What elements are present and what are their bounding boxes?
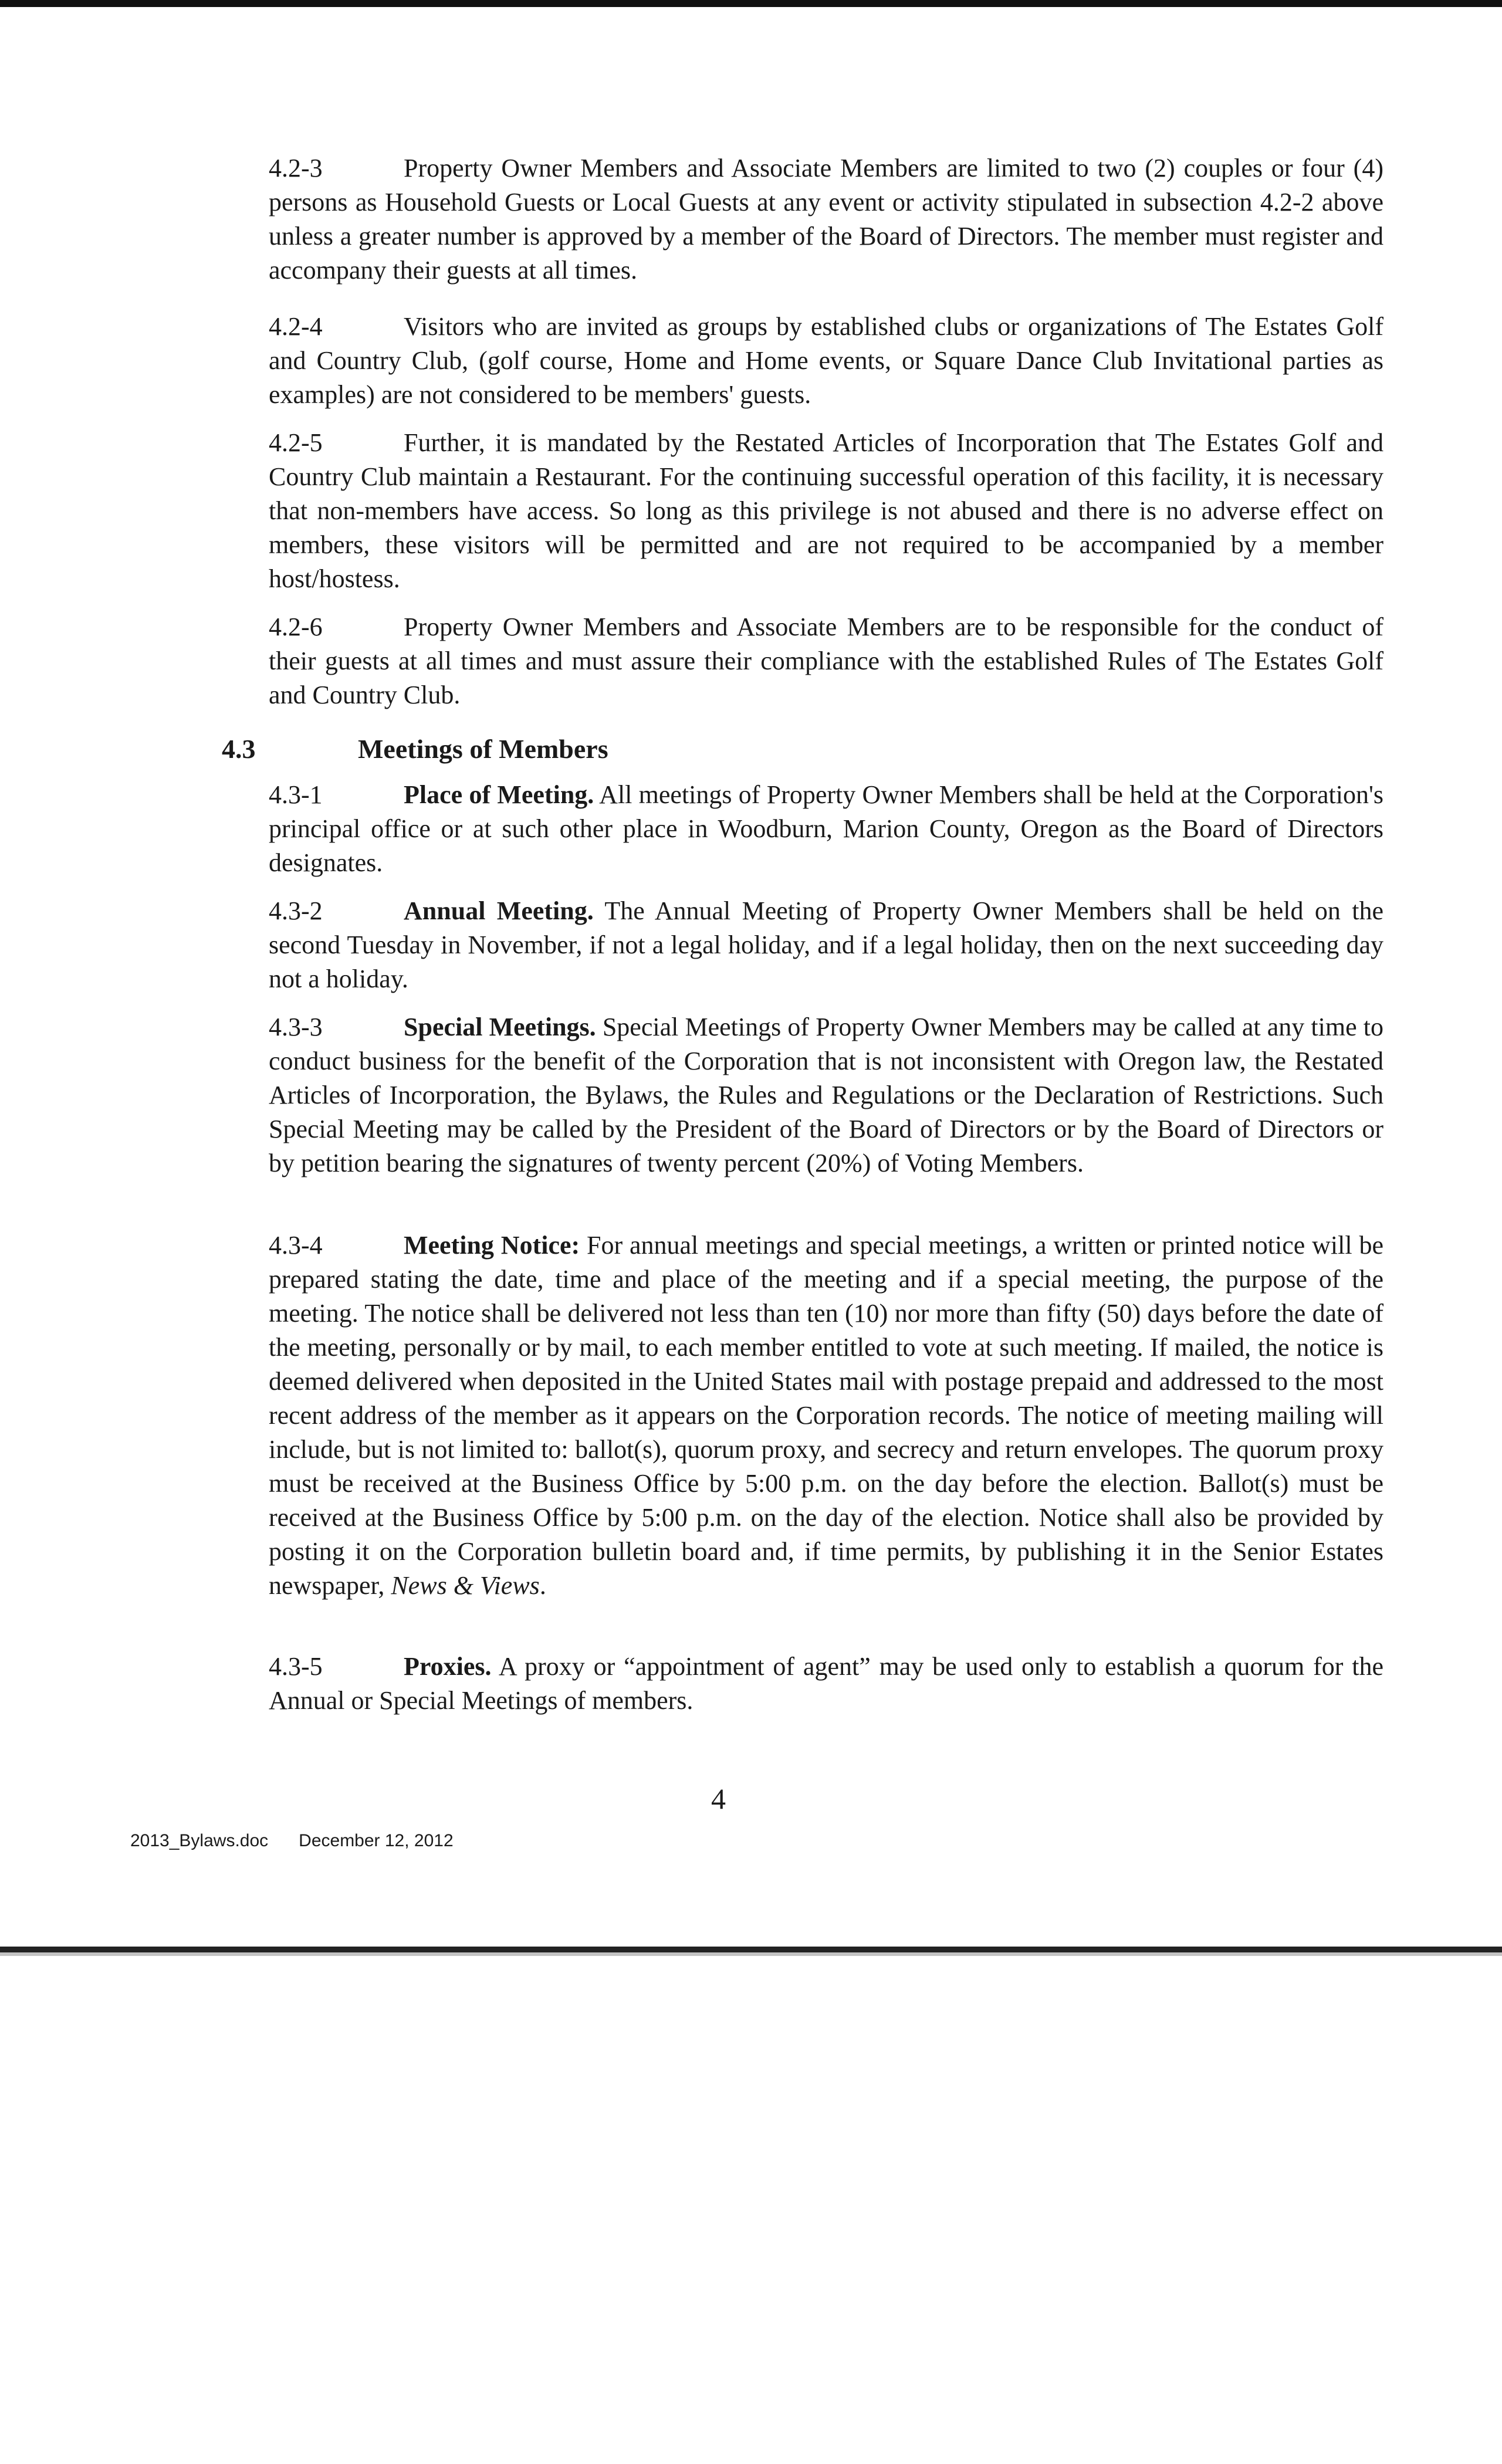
paragraph-text: Property Owner Members and Associate Members are limited to two (2) couples or four (4) persons as Household Guests or Local Guests at any event or activity stipulated in subsection 4.2-2 above unless a greater number is approved by a member of the Board of Directors. The member must register and accompany their guests at all times. <box>269 154 1383 285</box>
paragraph-text: Special Meetings of Property Owner Members may be called at any time to conduct business for the benefit of the Corporation that is not inconsistent with Oregon law, the Restated Articles of Incorporation, the Bylaws, the Rules and Regulations or the Declaration of Restrictions. Such Special Meeting may be called by the President of the Board of Directors or by the Board of Directors or by petition bearing the signatures of twenty percent (20%) of Voting Members. <box>269 1013 1384 1177</box>
paragraph-text: The Annual Meeting of Property Owner Members shall be held on the second Tuesday in November, if not a legal holiday, and if a legal holiday, then on the next succeeding day not a holiday. <box>269 896 1383 993</box>
paragraph-number: 4.2-6 <box>269 612 323 641</box>
page-footer <box>130 1829 484 1853</box>
paragraph-text: Further, it is mandated by the Restated Articles of Incorporation that The Estates Golf and Country Club maintain a Restaurant. For the continuing successful operation of this facility, it is necessary that non-members have access. So long as this privilege is not abused and there is no adverse effect on members, these visitors will be permitted and are not required to be accompanied by a member host/hostess. <box>269 428 1383 593</box>
paragraph-4-3-2 <box>269 894 1383 996</box>
paragraph-4-2-6 <box>269 610 1383 712</box>
paragraph-text: A proxy or “appointment of agent” may be used only to establish a quorum for the Annual or Special Meetings of members. <box>269 1652 1383 1715</box>
paragraph-4-2-3 <box>269 151 1383 287</box>
paragraph-number: 4.3-4 <box>269 1231 323 1260</box>
section-number: 4.3 <box>222 734 256 764</box>
paragraph-heading: Proxies. <box>404 1652 492 1681</box>
paragraph-text: For annual meetings and special meetings, a written or printed notice will be prepared stating the date, time and place of the meeting and if a special meeting, the purpose of the meeting. The notice shall be delivered not less than ten (10) nor more than fifty (50) days before the date of the meeting, personally or by mail, to each member entitled to vote at such meeting. If mailed, the notice is deemed delivered when deposited in the United States mail with postage prepaid and addressed to the most recent address of the member as it appears on the Corporation records. The notice of meeting mailing will include, but is not limited to: ballot(s), quorum proxy, and secrecy and return envelopes. The quorum proxy must be received at the Business Office by 5:00 p.m. on the day before the election. Ballot(s) must be received at the Business Office by 5:00 p.m. on the day of the election. Notice shall also be provided by posting it on the Corporation bulletin board and, if time permits, by publishing it in the Senior Estates newspaper, <box>269 1231 1383 1600</box>
paragraph-number: 4.3-3 <box>269 1013 323 1041</box>
scan-bottom-shadow <box>0 1952 1502 1956</box>
footer-filename: 2013_Bylaws.doc <box>130 1831 269 1850</box>
paragraph-number: 4.3-2 <box>269 896 323 925</box>
paragraph-text: All meetings of Property Owner Members shall be held at the Corporation's principal office or at such other place in Woodburn, Marion County, Oregon as the Board of Directors designates. <box>269 780 1384 877</box>
section-title: Meetings of Members <box>358 734 608 764</box>
paragraph-4-3-1 <box>269 778 1383 880</box>
paragraph-number: 4.3-1 <box>269 780 323 809</box>
paragraph-number: 4.2-3 <box>269 154 323 182</box>
publication-title: News & Views <box>391 1571 540 1600</box>
paragraph-4-3-4 <box>269 1228 1383 1603</box>
paragraph-4-3-3 <box>269 1010 1383 1180</box>
section-heading-4-3 <box>222 732 608 766</box>
paragraph-heading: Annual Meeting. <box>404 896 594 925</box>
paragraph-number: 4.3-5 <box>269 1652 323 1681</box>
paragraph-heading: Meeting Notice: <box>404 1231 580 1260</box>
paragraph-number: 4.2-5 <box>269 428 323 457</box>
paragraph-4-2-4 <box>269 310 1383 412</box>
paragraph-4-3-5 <box>269 1650 1383 1718</box>
paragraph-text: Property Owner Members and Associate Members are to be responsible for the conduct of their guests at all times and must assure their compliance with the established Rules of The Estates Golf and Country Club. <box>269 612 1383 709</box>
paragraph-heading: Place of Meeting. <box>404 780 594 809</box>
page-number: 4 <box>711 1782 726 1815</box>
paragraph-4-2-5 <box>269 426 1383 596</box>
paragraph-end: . <box>539 1571 546 1600</box>
footer-date: December 12, 2012 <box>299 1831 454 1850</box>
scan-bottom-border <box>0 1947 1502 1952</box>
paragraph-number: 4.2-4 <box>269 312 323 341</box>
paragraph-heading: Special Meetings. <box>404 1013 596 1041</box>
paragraph-text: Visitors who are invited as groups by established clubs or organizations of The Estates Golf and Country Club, (golf course, Home and Home events, or Square Dance Club Invitational parties as examples) are not considered to be members' guests. <box>269 312 1383 409</box>
